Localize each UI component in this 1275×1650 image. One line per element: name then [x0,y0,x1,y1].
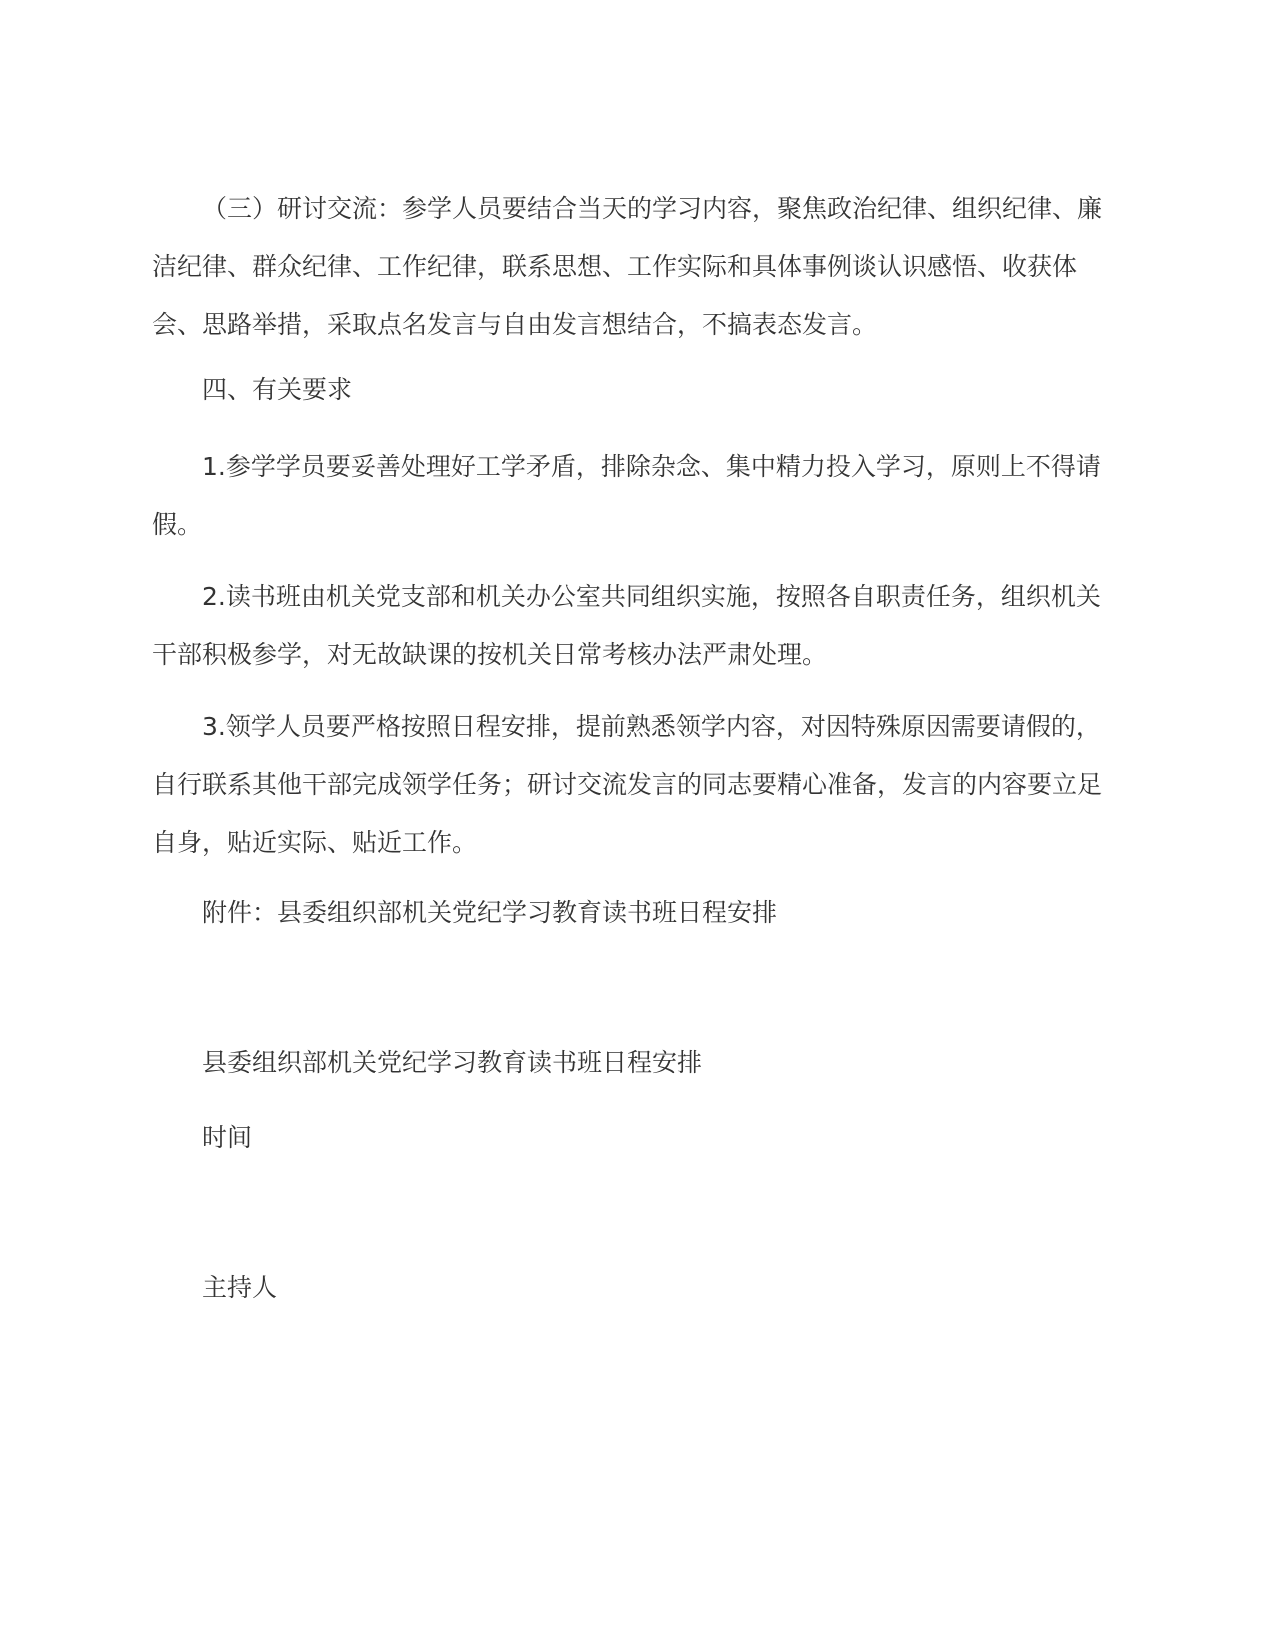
attachment-line: 附件：县委组织部机关党纪学习教育读书班日程安排 [202,898,778,927]
section-heading-requirements: 四、有关要求 [202,375,353,404]
schedule-title: 县委组织部机关党纪学习教育读书班日程安排 [202,1048,703,1077]
paragraph-discussion: （三）研讨交流：参学人员要结合当天的学习内容，聚焦政治纪律、组织纪律、廉洁纪律、群众纪律、工作纪律，联系思想、工作实际和具体事例谈认识感悟、收获体会、思路举措，采取点名发言与自由发言想结合，不搞表态发言。 [152,194,1103,339]
requirement-item-1: 1.参学学员要妥善处理好工学矛盾，排除杂念、集中精力投入学习，原则上不得请假。 [152,452,1101,539]
table-header-host: 主持人 [202,1273,278,1302]
table-header-time: 时间 [202,1123,253,1152]
requirement-item-3: 3.领学人员要严格按照日程安排，提前熟悉领学内容，对因特殊原因需要请假的，自行联系其他干部完成领学任务；研讨交流发言的同志要精心准备，发言的内容要立足自身，贴近实际、贴近工作。 [152,712,1103,857]
requirement-item-2: 2.读书班由机关党支部和机关办公室共同组织实施，按照各自职责任务，组织机关干部积极参学，对无故缺课的按机关日常考核办法严肃处理。 [152,582,1101,669]
